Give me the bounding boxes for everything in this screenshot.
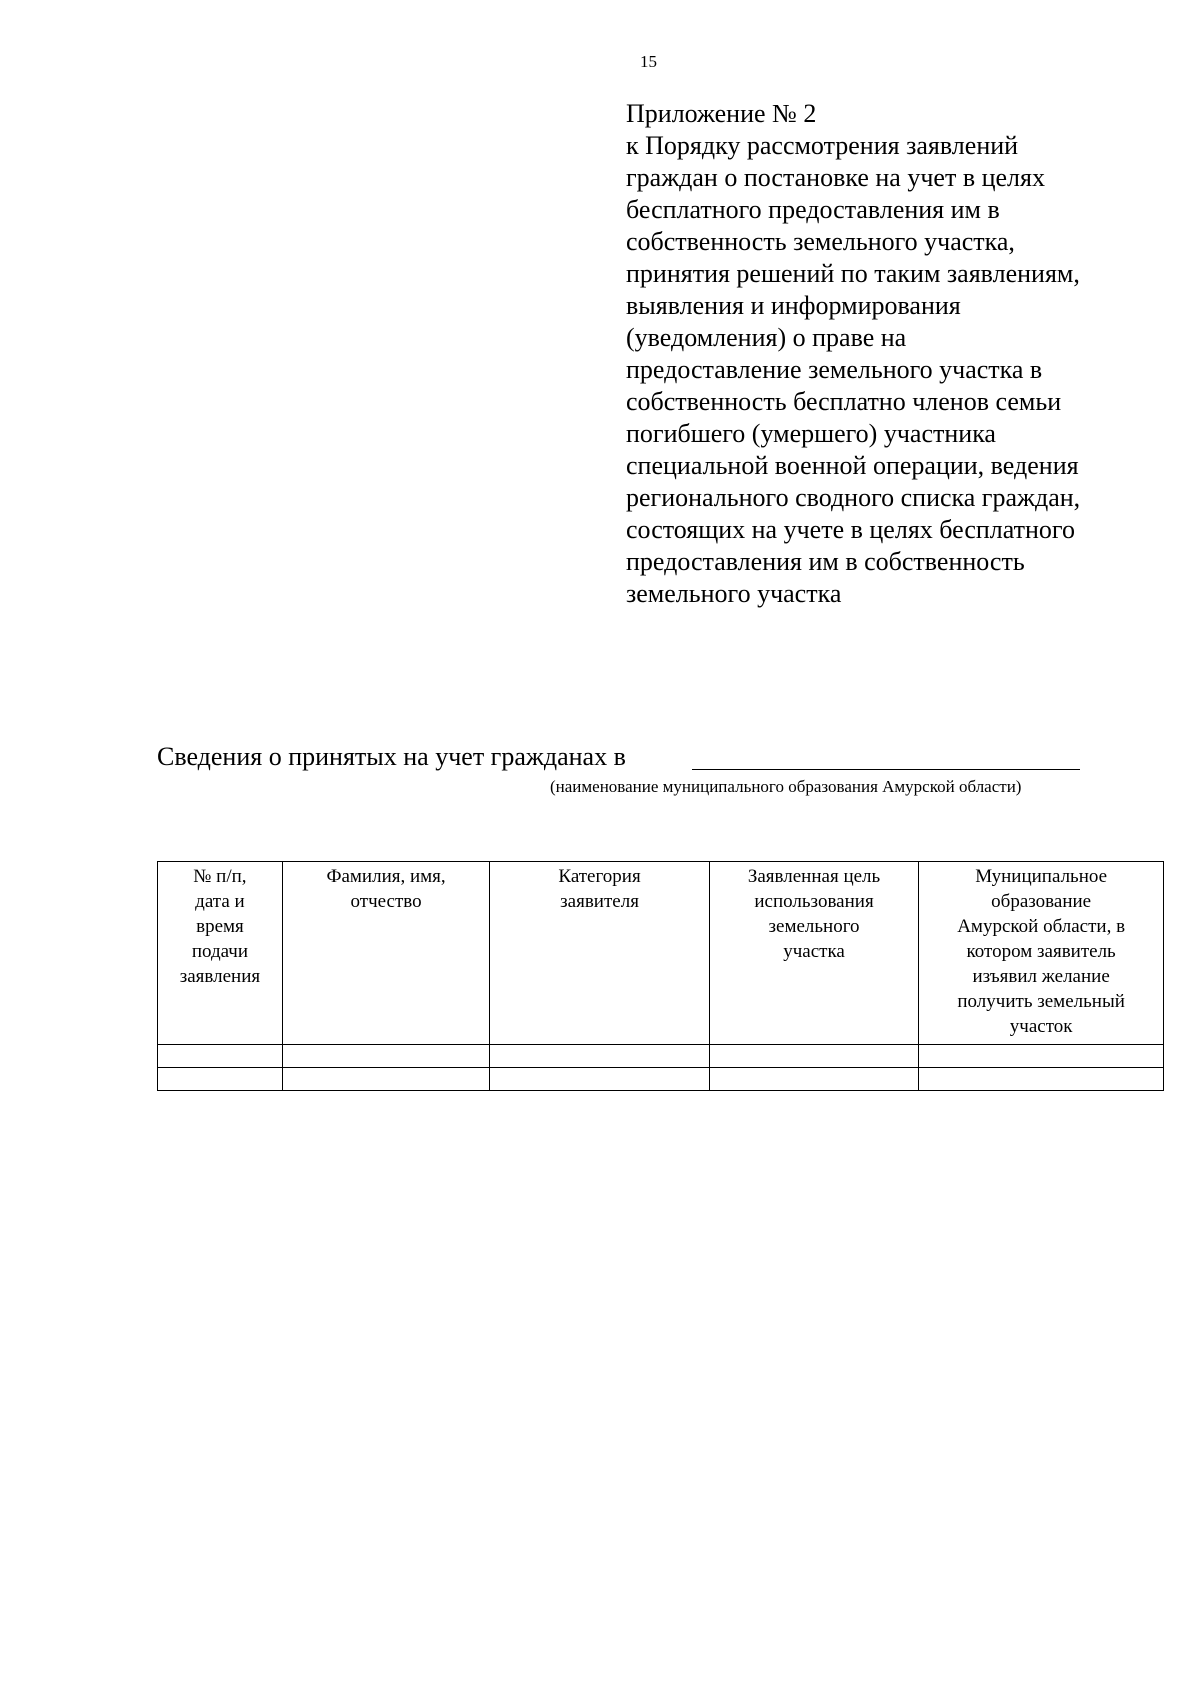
header-line: подачи	[191, 941, 249, 962]
table-cell	[490, 1068, 710, 1091]
header-line: заявителя	[560, 891, 639, 912]
appendix-line: предоставления им в собственность	[626, 547, 1025, 576]
column-header-number-date-time	[158, 862, 283, 1045]
header-line: время	[196, 916, 244, 937]
table-row	[158, 1068, 1164, 1091]
appendix-line: земельного участка	[626, 579, 842, 608]
appendix-line: выявления и информирования	[626, 291, 961, 320]
appendix-line: собственность бесплатно членов семьи	[626, 387, 1062, 416]
appendix-line: специальной военной операции, ведения	[626, 451, 1079, 480]
header-line: заявления	[179, 966, 261, 987]
header-line: Амурской области, в	[957, 916, 1126, 937]
section-heading-text: Сведения о принятых на учет гражданах в	[157, 742, 626, 771]
municipality-fill-line	[692, 769, 1080, 770]
section-heading	[157, 740, 1137, 774]
appendix-line: состоящих на учете в целях бесплатного	[626, 515, 1075, 544]
header-line: получить земельный	[957, 991, 1125, 1012]
header-line: изъявил желание	[972, 966, 1110, 987]
header-line: дата и	[195, 891, 245, 912]
table-cell	[158, 1045, 283, 1068]
table-cell	[709, 1068, 918, 1091]
header-line: отчество	[350, 891, 422, 912]
column-header-land-use-purpose	[709, 862, 918, 1045]
table-cell	[282, 1068, 489, 1091]
appendix-line: предоставление земельного участка в	[626, 355, 1043, 384]
header-line: земельного	[768, 916, 860, 937]
column-header-applicant-category	[490, 862, 710, 1045]
header-line: Муниципальное	[975, 866, 1108, 887]
header-line: Фамилия, имя,	[326, 866, 446, 887]
table-cell	[158, 1068, 283, 1091]
table-cell	[490, 1045, 710, 1068]
header-line: образование	[991, 891, 1092, 912]
header-line: Заявленная цель	[747, 866, 881, 887]
table-cell	[919, 1068, 1164, 1091]
header-line: участка	[783, 941, 845, 962]
column-header-municipality	[919, 862, 1164, 1045]
appendix-line: принятия решений по таким заявлениям,	[626, 259, 1080, 288]
table-cell	[709, 1045, 918, 1068]
appendix-title: Приложение № 2	[626, 99, 817, 128]
column-header-full-name	[282, 862, 489, 1045]
appendix-line: (уведомления) о праве на	[626, 323, 907, 352]
municipality-caption: (наименование муниципального образования Амурской области)	[550, 777, 1022, 796]
header-line: котором заявитель	[966, 941, 1116, 962]
appendix-line: регионального сводного списка граждан,	[626, 483, 1081, 512]
header-line: Категория	[558, 866, 641, 887]
header-line: № п/п,	[193, 866, 247, 887]
appendix-block	[626, 98, 1146, 610]
header-line: использования	[754, 891, 874, 912]
table-cell	[919, 1045, 1164, 1068]
header-line: участок	[1009, 1016, 1073, 1037]
appendix-line: к Порядку рассмотрения заявлений	[626, 131, 1019, 160]
page-number: 15	[640, 52, 657, 71]
appendix-line: бесплатного предоставления им в	[626, 195, 1000, 224]
table-cell	[282, 1045, 489, 1068]
appendix-line: граждан о постановке на учет в целях	[626, 163, 1045, 192]
table-row	[158, 1045, 1164, 1068]
register-table	[157, 861, 1164, 1091]
appendix-line: собственность земельного участка,	[626, 227, 1015, 256]
table-header-row	[158, 862, 1164, 1045]
appendix-line: погибшего (умершего) участника	[626, 419, 996, 448]
